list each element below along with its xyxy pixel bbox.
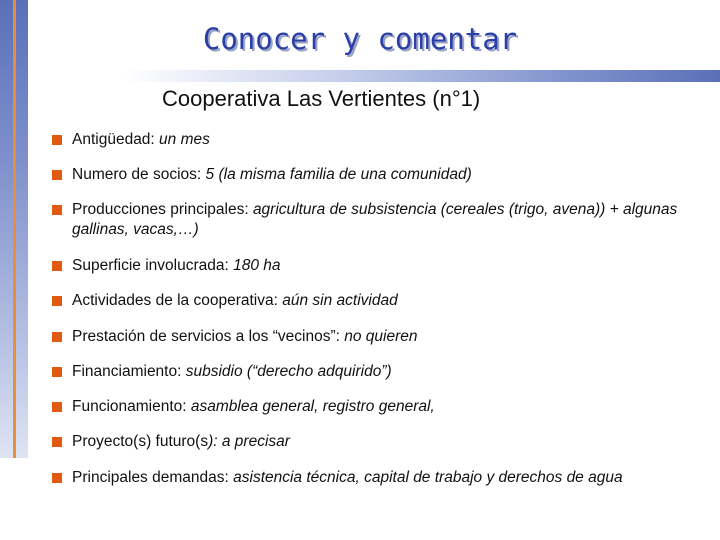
bullet-label: Actividades de la cooperativa: — [72, 292, 283, 309]
bullet-value: no quieren — [344, 328, 418, 345]
bullet-label: Antigüedad: — [72, 131, 160, 148]
bullet-text — [72, 432, 718, 452]
left-accent-line — [13, 0, 16, 458]
bullet-square-icon — [52, 135, 62, 145]
bullet-square-icon — [52, 402, 62, 412]
bullet-text — [72, 256, 718, 276]
bullet-text — [72, 130, 718, 150]
bullet-text — [72, 468, 718, 488]
bullet-label: Superficie involucrada: — [72, 257, 234, 274]
bullet-square-icon — [52, 473, 62, 483]
bullet-label: Numero de socios: — [72, 166, 206, 183]
bullet-square-icon — [52, 367, 62, 377]
bullet-value: ): a precisar — [208, 433, 290, 450]
title-underline-band — [122, 70, 720, 82]
bullet-value: subsidio (“derecho adquirido”) — [185, 363, 392, 380]
bullet-text — [72, 165, 718, 185]
bullet-label: Producciones principales: — [72, 201, 253, 218]
slide-subtitle: Cooperativa Las Vertientes (n°1) — [162, 86, 481, 111]
bullet-text — [72, 327, 718, 347]
bullet-value: agricultura de subsistencia (cereales (trigo, avena)) + algunas gallinas, vacas,…) — [72, 201, 678, 238]
bullet-square-icon — [52, 437, 62, 447]
bullet-text — [72, 291, 718, 311]
bullet-label: Proyecto(s) futuro(s — [72, 433, 209, 450]
bullet-value: 5 (la misma familia de una comunidad) — [205, 166, 472, 183]
bullet-square-icon — [52, 205, 62, 215]
bullet-square-icon — [52, 296, 62, 306]
bullet-text — [72, 362, 718, 382]
bullet-square-icon — [52, 261, 62, 271]
bullet-value: asamblea general, registro general, — [190, 398, 435, 415]
bullet-text — [72, 200, 718, 240]
bullet-label: Prestación de servicios a los “vecinos”: — [72, 328, 345, 345]
bullet-label: Principales demandas: — [72, 469, 234, 486]
bullet-value: aún sin actividad — [282, 292, 398, 309]
bullet-value: un mes — [159, 131, 210, 148]
bullet-value: asistencia técnica, capital de trabajo y derechos de agua — [233, 469, 623, 486]
bullet-label: Funcionamiento: — [72, 398, 191, 415]
slide-title: Conocer y comentar — [202, 22, 518, 56]
bullet-label: Financiamiento: — [72, 363, 186, 380]
bullet-value: 180 ha — [233, 257, 281, 274]
bullet-text — [72, 397, 718, 417]
bullet-square-icon — [52, 170, 62, 180]
bullet-square-icon — [52, 332, 62, 342]
